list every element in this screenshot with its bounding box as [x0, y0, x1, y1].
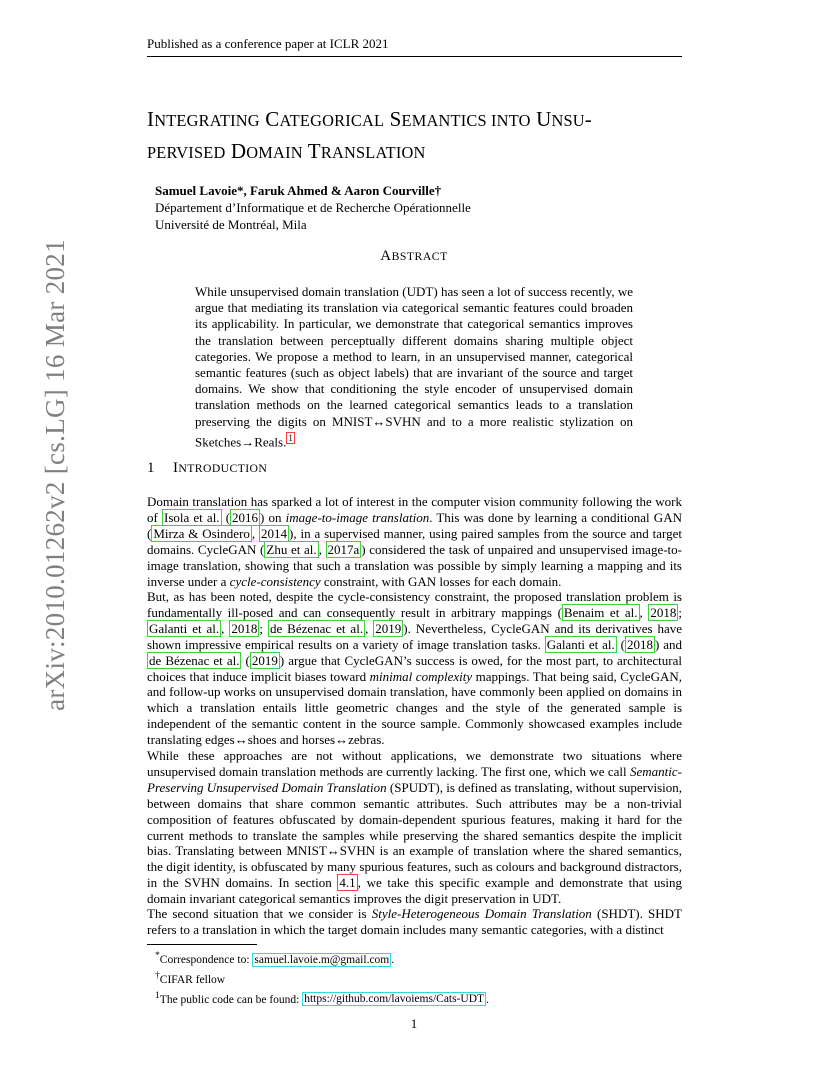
- author-names: Samuel Lavoie*, Faruk Ahmed & Aaron Courville†: [155, 183, 442, 198]
- author-block: [155, 182, 471, 233]
- footnote-2: †CIFAR fellow: [155, 969, 226, 986]
- page-number: 1: [410, 1016, 418, 1031]
- author-affiliation-dept: Département d’Informatique et de Recherche Opérationnelle: [155, 200, 471, 215]
- abstract-heading: ABSTRACT: [380, 248, 448, 264]
- citation-link[interactable]: 2018: [626, 636, 653, 652]
- citation-link[interactable]: 2014: [261, 525, 288, 541]
- section-heading-introduction: 1 INTRODUCTION: [147, 460, 268, 476]
- footnote-3: $^1$The public code can be found: https://github.com/lavoiems/Cats-UDT .: [155, 989, 489, 1006]
- author-affiliation-univ: Université de Montréal, Mila: [155, 217, 307, 232]
- citation-link[interactable]: 2018: [650, 604, 677, 620]
- citation-link[interactable]: Mirza & Osindero: [153, 525, 250, 541]
- paragraph-1: Domain translation has sparked a lot of interest in the computer vision community following the work of Isola et al. ( 2016 ) on image-to-image translation. This was done by learning a conditional GAN ( Mirza & Osindero , 2014 ), in a supervised manner, using paired samples from the source and target domains. CycleGAN ( Zhu et al. , 2017a ) considered the task of unpaired and unsupervised image-to-image translation, showing that such a translation was possible by simply learning a mapping and its inverse under a cycle-consistency constraint, with GAN losses for each domain.: [147, 494, 683, 589]
- section-ref-link[interactable]: 4.1: [339, 875, 356, 891]
- paragraph-3: While these approaches are not without applications, we demonstrate two situations where unsupervised domain translation methods are currently lacking. The first one, which we call Semantic-Preserving Unsupervised Domain Translation (SPUDT), is defined as translating, without supervision, between domains that share common semantic attributes. Such attributes may be a non-trivial composition of features obfuscated by domain-dependent spurious features, making it hard for the current methods to translate the samples while preserving the shared semantics despite the implicit bias. Translating between MNIST↔SVHN is an example of translation where the shared semantics, the digit identity, is obfuscated by many spurious features, such as colours and background distractors, in the SVHN domains. In section 4.1 , we take this specific example and demonstrate that using domain invariant categorical semantics improves the digit preservation in UDT.: [147, 748, 683, 907]
- footnote-divider: [147, 944, 257, 945]
- citation-link[interactable]: Galanti et al.: [546, 636, 615, 652]
- citation-link[interactable]: Isola et al.: [163, 509, 220, 525]
- footnote-ref-1[interactable]: 1: [288, 432, 293, 443]
- citation-link[interactable]: Galanti et al.: [149, 620, 220, 636]
- arxiv-stamp: arXiv:2010.01262v2 [cs.LG] 16 Mar 2021: [40, 239, 70, 711]
- paragraph-4: The second situation that we consider is Style-Heterogeneous Domain Translation (SHDT). SHDT refers to a translation in which the target domain includes many semantic categories, with a distinct: [147, 906, 682, 937]
- citation-link[interactable]: 2019: [251, 652, 278, 668]
- code-url-link[interactable]: https://github.com/lavoiems/Cats-UDT: [304, 993, 485, 1006]
- citation-link[interactable]: 2016: [232, 509, 259, 525]
- citation-link[interactable]: 2018: [231, 620, 258, 636]
- citation-link[interactable]: de Bézenac et al.: [149, 652, 240, 668]
- citation-link[interactable]: 2019: [375, 620, 402, 636]
- citation-link[interactable]: de Bézenac et al.: [269, 620, 364, 636]
- footnotes: [155, 948, 489, 1007]
- abstract-text: [195, 284, 633, 450]
- title-line-2: PERVISED DOMAIN TRANSLATION: [147, 139, 426, 163]
- citation-link[interactable]: Zhu et al.: [266, 541, 317, 557]
- abstract-body: While unsupervised domain translation (UDT) has seen a lot of success recently, we argue that mediating its translation via categorical semantic features could broaden its applicability. In particular, we demonstrate that categorical semantics improves the translation between perceptually different domains sharing multiple object categories. We propose a method to learn, in an unsupervised manner, categorical semantic features (such as object labels) that are invariant of the source and target domains. We show that conditioning the style encoder of unsupervised domain translation methods on the learned categorical semantics leads to a translation preserving the digits on MNIST↔SVHN and to a more realistic stylization on Sketches→Reals.: [195, 284, 633, 450]
- paragraph-2: But, as has been noted, despite the cycle-consistency constraint, the proposed translation problem is fundamentally ill-posed and can consequently result in arbitrary mappings ( Benaim et al. , 2018 ; Galanti et al. , 2018 ; de Bézenac et al. , 2019 ). Nevertheless, CycleGAN and its derivatives have shown impressive empirical results on a variety of image translation tasks. Galanti et al. ( 2018 ) and de Bézenac et al. ( 2019 ) argue that CycleGAN’s success is owed, for the most part, to architectural choices that induce implicit biases toward minimal complexity mappings. That being said, CycleGAN, and follow-up works on unsupervised domain translation, have commonly been applied on domains in which a translation entails little geometric changes and the style of the generated sample is independent of the semantic content in the source sample. Commonly showcased examples include translating edges↔shoes and horses↔zebras.: [147, 589, 683, 748]
- citation-link[interactable]: Benaim et al.: [563, 604, 638, 620]
- email-link[interactable]: samuel.lavoie.m@gmail.com: [254, 953, 390, 966]
- paper-title: [147, 104, 707, 168]
- footnote-1: *Correspondence to: samuel.lavoie.m@gmail.com .: [155, 950, 395, 966]
- citation-link[interactable]: 2017a: [327, 541, 360, 557]
- section-number: 1: [147, 460, 155, 476]
- title-line-1: INTEGRATING CATEGORICAL SEMANTICS INTO UNSU-: [147, 107, 592, 131]
- running-header: Published as a conference paper at ICLR 2021: [147, 36, 682, 57]
